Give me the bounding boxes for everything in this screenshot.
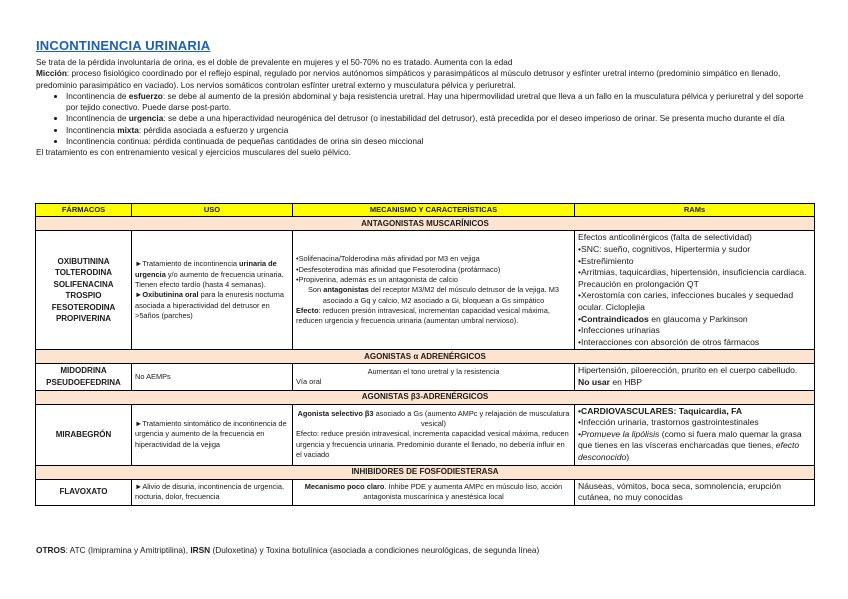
intro-line: Se trata de la pérdida involuntaria de orina, es el doble de prevalente en mujeres y el 50-70% no es tratado. Aumenta con la edad [36, 57, 513, 67]
ram-line: •Xerostomía con caries, infecciones bucales y sequedad ocular. Cicloplejia [578, 290, 794, 312]
drug-name: OXIBUTININA [57, 256, 110, 266]
drug-name: SOLIFENACINA [53, 279, 114, 289]
uso-text [135, 290, 289, 321]
drug-name: MIRABEGRÓN [36, 404, 132, 465]
uso-cell: No AEMPs [132, 364, 293, 390]
text-bold: No usar [578, 376, 610, 387]
text-bold: IRSN [190, 545, 211, 555]
ram-line: •Estreñimiento [578, 255, 634, 266]
column-header: RAMs [575, 204, 815, 217]
text: Hipertensión, piloerección, prurito en el cuerpo cabelludo. [578, 365, 798, 376]
table-row [36, 364, 815, 390]
text: : reducen presión intravesical, incrementan capacidad vesical máxima, reducen urgencia y frecuencia urinaria (aumentan umbral nervioso). [296, 305, 550, 326]
text: para la enuresis nocturna asociada a hiperactividad del detrusor en >5años (parches) [135, 290, 285, 320]
mecanismo-line: •Propiverina, además es un antagonista de calcio [296, 274, 458, 284]
drug-names-cell [36, 364, 132, 390]
ram-line [578, 406, 811, 418]
ram-line: •Infección urinaria, trastornos gastrointestinales [578, 417, 759, 428]
list-item [66, 125, 816, 136]
rams-cell: Náuseas, vómitos, boca seca, somnolencia, erupción cutánea, no muy conocidas [575, 479, 815, 505]
section-row [36, 217, 815, 231]
text: (Duloxetina) y Toxina botulínica (asociada a condiciones neurológicas, de segunda línea) [210, 545, 540, 555]
mecanismo-line: Aumentan el tono uretral y la resistencia [367, 366, 500, 376]
uso-cell: ►Tratamiento sintomático de incontinencia de urgencia y aumento de la frecuencia en hiperactividad de la vejiga [132, 404, 293, 465]
text: y/o aumento de frecuencia urinaria. Tienen efecto tardío (hasta 4 semanas). [135, 269, 284, 290]
table-row [36, 404, 815, 465]
bullet-text: : pérdida asociada a esfuerzo y urgencia [138, 124, 289, 135]
mecanismo-line: •Desfesoterodina más afinidad que Fesoterodina (profármaco) [296, 264, 501, 274]
mecanismo-line: Efecto: reduce presión intravesical, incrementa capacidad vesical máxima, reducen urgencia y frecuencia urinaria. Predominio durante el llenado, no debería influir en el vaciado [296, 429, 569, 459]
drug-name: PROPIVERINA [55, 314, 112, 324]
bullet-text: Incontinencia [66, 124, 118, 135]
table-header-row [36, 204, 815, 217]
mecanismo-cell [293, 231, 575, 350]
drugs-table [35, 203, 815, 506]
text-bold: antagonistas [323, 285, 369, 295]
list-item [66, 113, 816, 124]
column-header: MECANISMO Y CARACTERÍSTICAS [293, 204, 575, 217]
bullet-text: Incontinencia de [66, 90, 129, 101]
text: del receptor M3/M2 del músculo detrusor de la vejiga. M3 asociado a Gq y calcio, M2 asociado a Gi, bloquean a Gs simpático [322, 285, 559, 305]
uso-cell [132, 231, 293, 350]
text-italic: efecto desconocido [578, 440, 800, 462]
section-title: ANTAGONISTAS MUSCARÍNICOS [36, 217, 815, 231]
mecanismo-cell [293, 364, 575, 390]
uso-text [135, 259, 289, 290]
mecanismo-cell [293, 479, 575, 505]
ram-line: •SNC: sueño, cognitivos, Hipertermia y sudor [578, 244, 751, 254]
section-row [36, 390, 815, 404]
drug-name: FLAVOXATO [36, 479, 132, 505]
text-bold: ►Oxibutinina oral [135, 290, 199, 300]
text: . Inhibe PDE y aumenta AMPc en músculo liso, acción antagonista muscarínica y anestésica local [363, 481, 563, 502]
mecanismo-line [296, 306, 571, 327]
column-header: USO [132, 204, 293, 217]
uso-cell: ►Alivio de disuria, incontinencia de urgencia, nocturia, dolor, frecuencia [132, 479, 293, 505]
mecanismo-line: Vía oral [296, 376, 322, 386]
ram-line [578, 429, 811, 464]
rams-cell [575, 404, 815, 465]
text-bold: Efecto [296, 305, 319, 315]
drug-name: TOLTERODINA [54, 268, 113, 278]
column-header: FÁRMACOS [36, 204, 132, 217]
tratamiento-line: El tratamiento es con entrenamiento vesical y ejercicios musculares del suelo pélvico. [36, 147, 351, 158]
intro-block [36, 57, 816, 159]
text-bold: urinaria de urgencia [135, 259, 277, 279]
ram-line: Efectos anticolinérgicos (falta de selectividad) [578, 232, 752, 243]
mecanismo-line [296, 285, 571, 306]
table-row [36, 479, 815, 505]
text: asociado a Gs (aumento AMPc y relajación de musculatura vesical) [373, 408, 570, 429]
bullet-bold: urgencia [128, 113, 164, 124]
mecanismo-line: •Solifenacina/Tolderodina más afinidad por M3 en vejiga [296, 254, 480, 264]
ram-line: •Arritmias, taquicardias, hipertensión, insuficiencia cardiaca. Precaución en prolongación QT [578, 267, 807, 289]
otros-line [36, 545, 539, 555]
rams-cell [575, 364, 815, 390]
rams-cell [575, 231, 815, 350]
text: en glaucoma y Parkinson [648, 313, 748, 324]
section-title: AGONISTAS β3-ADRENÉRGICOS [36, 390, 815, 404]
text: (como si fuera malo quemar la grasa que tienes en las vísceras encharcadas que tienes, [578, 428, 802, 451]
bullet-text: : se debe a una hiperactividad neurogénica del detrusor (o inestabilidad del detrusor), está precedida por el deseo imperioso de orinar. Se presenta mucho durante el día [163, 113, 785, 124]
bullet-bold: esfuerzo [128, 90, 163, 101]
section-row [36, 350, 815, 364]
table-row [36, 231, 815, 350]
text-italic: •Promueve la lipólisis [578, 428, 660, 439]
section-title: INHIBIDORES DE FOSFODIESTERASA [36, 465, 815, 479]
text-bold: OTROS [36, 545, 66, 555]
text-bold: Mecanismo poco claro [304, 481, 385, 491]
bullet-text: : se debe al aumento de la presión abdominal y baja resistencia uretral. Hay una hipermovilidad uretral que lleva a un fallo en la musculatura pélvica y periuretral y del soporte por tejido conectivo. Puede darse post-parto. [66, 90, 804, 113]
miccion-label: Micción [36, 68, 67, 79]
section-row [36, 465, 815, 479]
ram-line: •Interacciones con absorción de otros fármacos [578, 336, 760, 347]
drug-name: MIDODRINA [60, 366, 107, 376]
list-item [66, 91, 816, 114]
mecanismo-line [296, 409, 571, 430]
text-bold: Agonista selectivo β3 [297, 408, 374, 418]
drug-name: TROSPIO [65, 291, 102, 301]
page-title: INCONTINENCIA URINARIA [36, 38, 211, 53]
drug-name: FESOTERODINA [51, 302, 116, 312]
text: en HBP [610, 376, 643, 387]
text: Son [307, 285, 324, 295]
text-bold: •Contraindicados [578, 313, 649, 324]
bullet-text: Incontinencia continua: pérdida continuada de pequeñas cantidades de orina sin deseo miccional [66, 136, 424, 147]
ram-line: •Infecciones urinarias [578, 325, 660, 336]
drug-name: PSEUDOEFEDRINA [46, 377, 121, 387]
miccion-paragraph [36, 68, 816, 91]
text: ) [626, 451, 630, 462]
incontinence-types-list [36, 91, 816, 147]
bullet-text: Incontinencia de [66, 113, 129, 124]
list-item [66, 136, 816, 147]
text-bold: •CARDIOVASCULARES: Taquicardia, FA [578, 405, 743, 416]
section-title: AGONISTAS α ADRENÉRGICOS [36, 350, 815, 364]
ram-line [578, 314, 811, 326]
text: ►Tratamiento de incontinencia [135, 259, 239, 269]
bullet-bold: mixta [117, 124, 139, 135]
drug-names-cell [36, 231, 132, 350]
mecanismo-cell [293, 404, 575, 465]
miccion-text: : proceso fisiológico coordinado por el reflejo espinal, regulado por nervios autónomos simpáticos y parasimpáticos al músculo detrusor y esfínter uretral interno (predominio simpático en llenado, predominio parasimpático en vaciado). Los nervios somáticos controlan esfínter uretral externo y musculatura pélvica y periuretral. [36, 68, 781, 90]
text: : ATC (Imipramina y Amitriptilina), [65, 545, 191, 555]
